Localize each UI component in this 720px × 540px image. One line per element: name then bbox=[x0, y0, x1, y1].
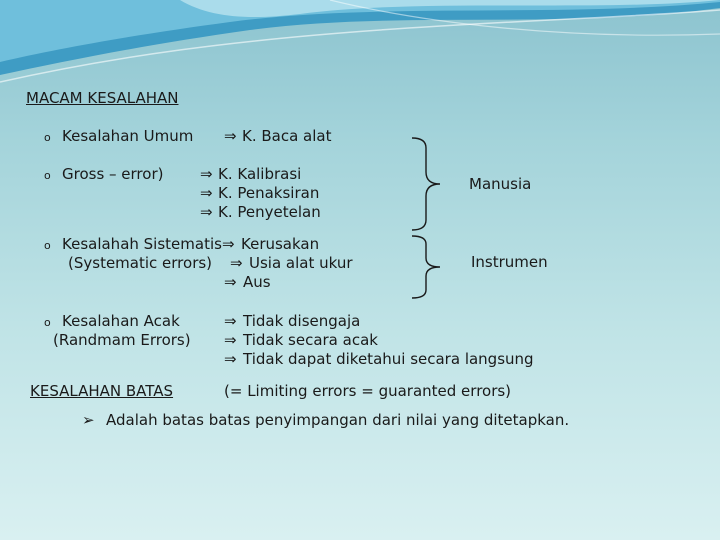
error-cause: Tidak dapat diketahui secara langsung bbox=[243, 350, 534, 368]
error-cause: Usia alat ukur bbox=[249, 254, 353, 272]
arrow-bullet-icon: ➢ bbox=[82, 411, 95, 429]
bullet-icon: o bbox=[44, 169, 51, 182]
error-cause: Kerusakan bbox=[241, 235, 320, 253]
slide-title: MACAM KESALAHAN bbox=[26, 89, 179, 107]
instrument-brace bbox=[410, 234, 458, 300]
error-cause: K. Baca alat bbox=[242, 127, 332, 145]
implies-icon: ⇒ bbox=[200, 184, 213, 202]
instrument-group-label: Instrumen bbox=[471, 253, 548, 271]
implies-icon: ⇒ bbox=[200, 203, 213, 221]
error-type-label: Kesalahah Sistematis bbox=[62, 235, 222, 253]
bullet-icon: o bbox=[44, 316, 51, 329]
error-cause: K. Kalibrasi bbox=[218, 165, 302, 183]
error-type-label: Kesalahan Acak bbox=[62, 312, 180, 330]
bullet-icon: o bbox=[44, 239, 51, 252]
limit-heading: KESALAHAN BATAS bbox=[30, 382, 174, 400]
limit-definition: (= Limiting errors = guaranted errors) bbox=[224, 382, 512, 400]
error-cause: K. Penaksiran bbox=[218, 184, 320, 202]
error-type-sublabel: (Randmam Errors) bbox=[53, 331, 191, 349]
implies-icon: ⇒ bbox=[224, 331, 237, 349]
implies-icon: ⇒ bbox=[224, 127, 237, 145]
implies-icon: ⇒ bbox=[230, 254, 243, 272]
error-type-label: Gross – error) bbox=[62, 165, 164, 183]
implies-icon: ⇒ bbox=[224, 350, 237, 368]
limit-note: Adalah batas batas penyimpangan dari nilai yang ditetapkan. bbox=[106, 411, 570, 429]
implies-icon: ⇒ bbox=[224, 273, 237, 291]
error-cause: K. Penyetelan bbox=[218, 203, 321, 221]
implies-icon: ⇒ bbox=[224, 312, 237, 330]
error-cause: Aus bbox=[243, 273, 271, 291]
human-group-label: Manusia bbox=[469, 175, 532, 193]
implies-icon: ⇒ bbox=[200, 165, 213, 183]
wave-banner bbox=[0, 0, 720, 90]
error-cause: Tidak secara acak bbox=[243, 331, 378, 349]
error-type-sublabel: (Systematic errors) bbox=[68, 254, 213, 272]
error-type-label: Kesalahan Umum bbox=[62, 127, 194, 145]
bullet-icon: o bbox=[44, 131, 51, 144]
implies-icon: ⇒ bbox=[222, 235, 235, 253]
human-brace bbox=[410, 136, 458, 232]
error-cause: Tidak disengaja bbox=[243, 312, 361, 330]
